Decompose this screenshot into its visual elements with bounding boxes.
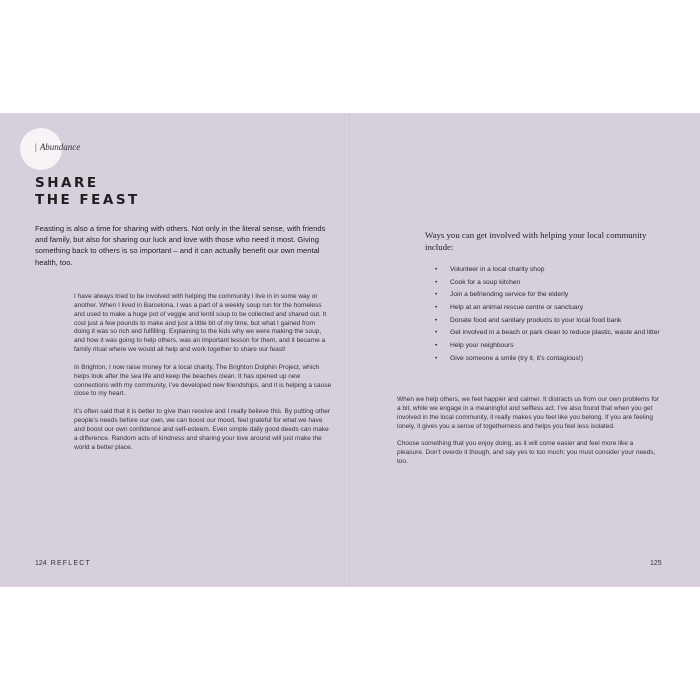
story-paragraph-3: It’s often said that it is better to give than receive and I really believe this. By putting other people’s needs before our own, we can boost our mood, feel grateful for what we have and boost our own confidence and self-esteem. Even simple daily good deeds can make a difference. Random acts of kindness and sharing your love around will just make the world a better place. <box>74 408 331 451</box>
section-label: | Abundance <box>35 142 81 152</box>
list-item-text: Help your neighbours <box>450 341 514 349</box>
section-label-text: Abundance <box>39 142 81 152</box>
title-line-2: THE FEAST <box>35 192 140 208</box>
list-item <box>435 266 660 275</box>
bullet: • <box>435 316 438 324</box>
list-item <box>435 329 660 338</box>
left-page-number: 124 <box>35 560 47 567</box>
story-paragraph-1: I have always tried to be involved with helping the community I live in in some way or another. When I lived in Barcelona, I was a part of a weekly soup run for the homeless and used to make a huge pot of veggie and lentil soup to be collected and shared out. It cost just a few pounds to make and just a little bit of my time, but what I gained from doing it was so rich and fulfilling. Explaining to the kids why we were making the soup, and how it was going to help others, was an important lesson for them, and it became a family ritual where we would all help and work together to share our feast! <box>74 293 327 354</box>
bullet: • <box>435 278 438 286</box>
personal-story <box>74 293 332 462</box>
list-item <box>435 304 660 313</box>
bullet: • <box>435 303 438 311</box>
bullet: • <box>435 291 438 299</box>
closing-paragraph-1: When we help others, we feel happier and calmer. It distracts us from our own problems for a bit, while we engage in a meaningful and selfless act. I’ve also found that when you get involved in the local community, it really makes you feel like you belong. If you are feeling lonely, it gives you a sense of togetherness and helps you feel less isolated. <box>397 396 659 430</box>
running-head: REFLECT <box>50 560 91 567</box>
book-spread <box>0 113 700 587</box>
list-item-text: Cook for a soup kitchen <box>450 278 521 286</box>
bullet: • <box>435 266 438 273</box>
list-item-text: Volunteer in a local charity shop <box>450 266 545 273</box>
ways-heading: Ways you can get involved with helping your local community include: <box>425 230 647 252</box>
list-item-text: Help at an animal rescue centre or sanctuary <box>450 303 584 311</box>
list-item-text: Give someone a smile (try it, it’s contagious!) <box>450 354 583 362</box>
list-item <box>435 317 660 326</box>
title-line-1: SHARE <box>35 175 99 191</box>
left-folio <box>35 560 91 567</box>
list-item-text: Join a befriending service for the elderly <box>450 291 569 299</box>
page-gutter <box>349 113 351 587</box>
intro-paragraph: Feasting is also a time for sharing with others. Not only in the literal sense, with friends and family, but also for sharing our luck and love with those who need it most. Giving something back to others is so important – and it can actually benefit our own mental health, too. <box>35 224 326 267</box>
closing-paragraph-2: Choose something that you enjoy doing, as it will come easier and feel more like a pleasure. Don’t overdo it though, and say yes to too much; you must consider your needs, too. <box>397 440 656 466</box>
bullet: • <box>435 329 438 337</box>
list-item-text: Get involved in a beach or park clean to reduce plastic, waste and litter <box>450 329 660 337</box>
ways-list <box>435 266 660 367</box>
list-item <box>435 355 660 364</box>
list-item <box>435 291 660 300</box>
list-item-text: Donate food and sanitary products to your local food bank <box>450 316 622 324</box>
page-title <box>35 175 235 209</box>
right-page-number: 125 <box>650 560 662 567</box>
list-item <box>435 342 660 351</box>
bullet: • <box>435 354 438 362</box>
list-item <box>435 279 660 288</box>
story-paragraph-2: In Brighton, I now raise money for a local charity, The Brighton Dolphin Project, which helps look after the sea life and keep the beaches clean. It has opened up new connections with my community, I’ve developed new friendships, and it is helping a cause close to my heart. <box>74 363 332 398</box>
closing-text <box>397 396 659 476</box>
bullet: • <box>435 341 438 349</box>
